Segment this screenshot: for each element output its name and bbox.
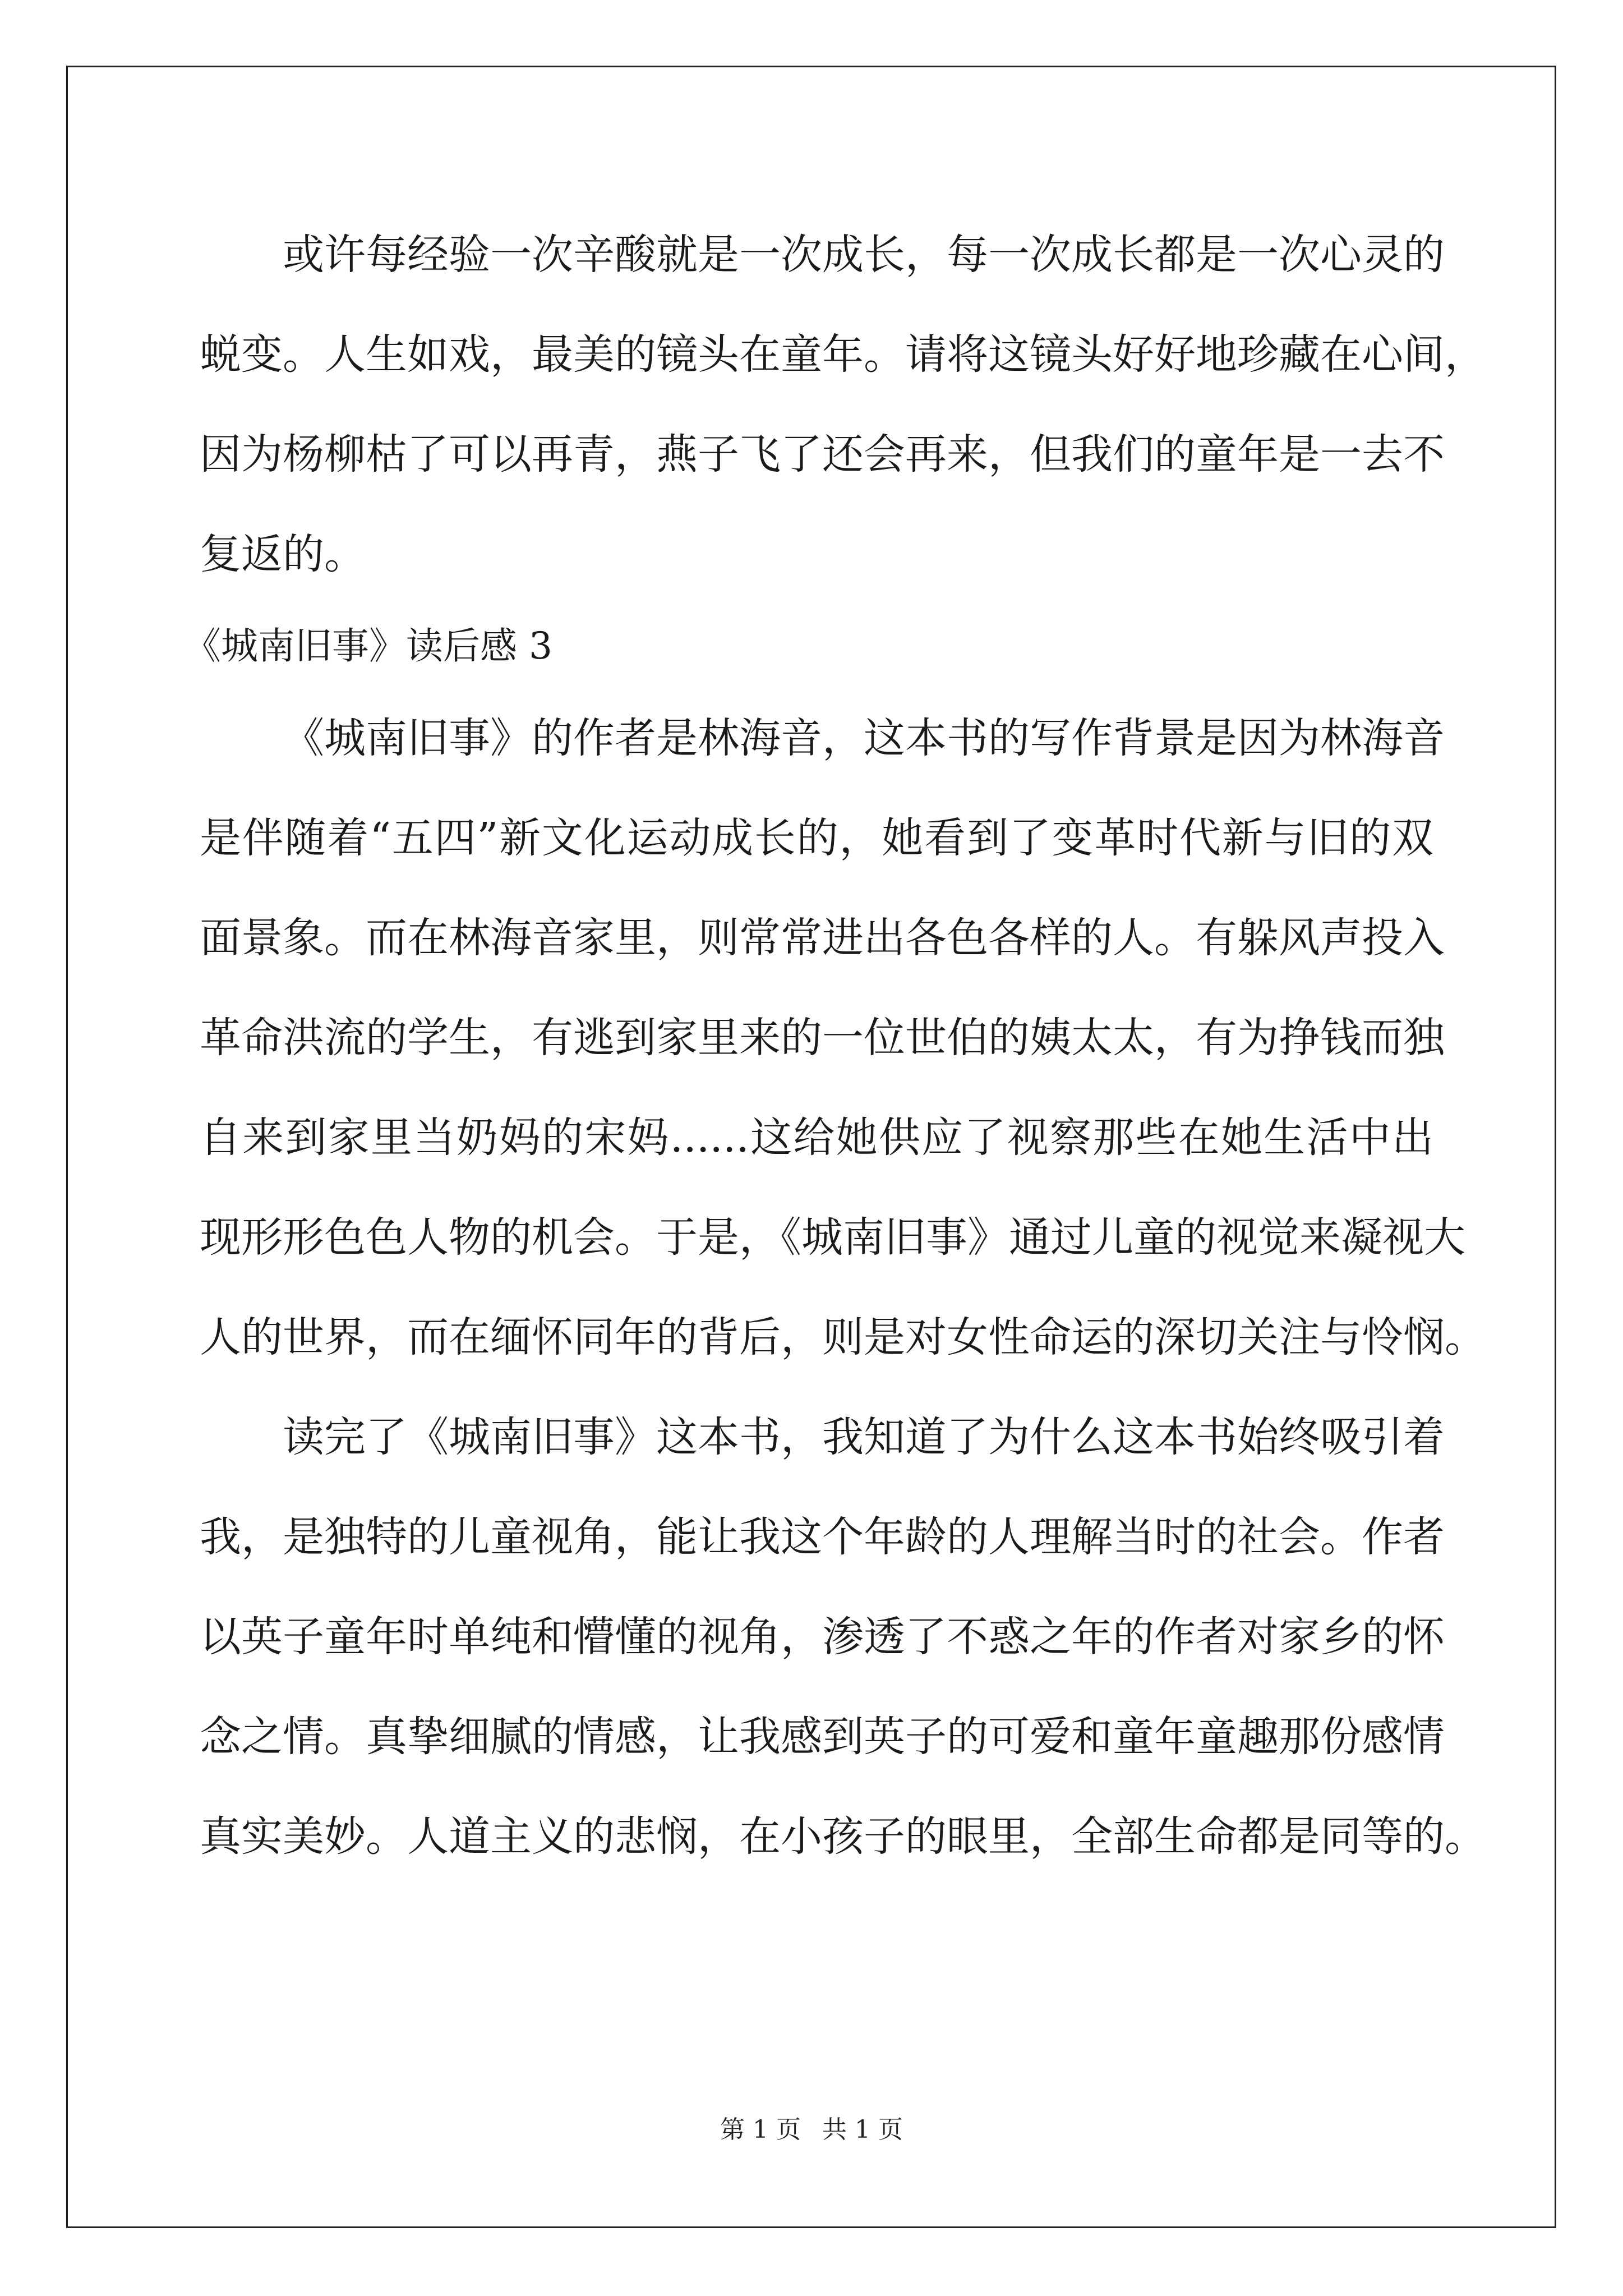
page-number: 第 1 页: [720, 2115, 801, 2144]
text-line: 《城南旧事》的作者是林海音，这本书的写作背景是因为林海音: [283, 714, 1445, 762]
paragraph-3: [200, 1387, 1486, 1887]
text-line: 读完了《城南旧事》这本书，我知道了为什么这本书始终吸引着: [283, 1413, 1445, 1461]
text-line: 真实美妙。人道主义的悲悯，在小孩子的眼里，全部生命都是同等的。: [200, 1812, 1486, 1861]
text-line: 是伴随着“五四”新文化运动成长的，她看到了变革时代新与旧的双: [200, 814, 1433, 862]
text-line: 以英子童年时单纯和懵懂的视角，渗透了不惑之年的作者对家乡的怀: [200, 1613, 1445, 1661]
text-line: 蜕变。人生如戏，最美的镜头在童年。请将这镜头好好地珍藏在心间，: [200, 330, 1486, 379]
text-line: 现形形色色人物的机会。于是，《城南旧事》通过儿童的视觉来凝视大: [200, 1213, 1465, 1262]
text-line: 人的世界，而在缅怀同年的背后，则是对女性命运的深切关注与怜悯。: [200, 1313, 1486, 1361]
paragraph-2: [200, 688, 1486, 1387]
text-line: 自来到家里当奶妈的宋妈......这给她供应了视察那些在她生活中出: [200, 1114, 1433, 1162]
text-line: 面景象。而在林海音家里，则常常进出各色各样的人。有躲风声投入: [200, 914, 1445, 962]
text-line: 因为杨柳枯了可以再青，燕子飞了还会再来，但我们的童年是一去不: [200, 430, 1445, 478]
text-line: 复返的。: [200, 530, 366, 578]
text-line: 念之情。真挚细腻的情感，让我感到英子的可爱和童年童趣那份感情: [200, 1713, 1445, 1761]
text-line: 我，是独特的儿童视角，能让我这个年龄的人理解当时的社会。作者: [200, 1513, 1445, 1561]
page-footer: [0, 2109, 1623, 2145]
text-line: 或许每经验一次辛酸就是一次成长，每一次成长都是一次心灵的: [283, 231, 1445, 279]
text-line: 革命洪流的学生，有逃到家里来的一位世伯的姨太太，有为挣钱而独: [200, 1014, 1445, 1062]
page-total: 共 1 页: [822, 2115, 903, 2144]
document-body: [184, 205, 1486, 1887]
paragraph-1: [200, 205, 1486, 604]
section-heading: 《城南旧事》读后感 3: [184, 624, 552, 668]
